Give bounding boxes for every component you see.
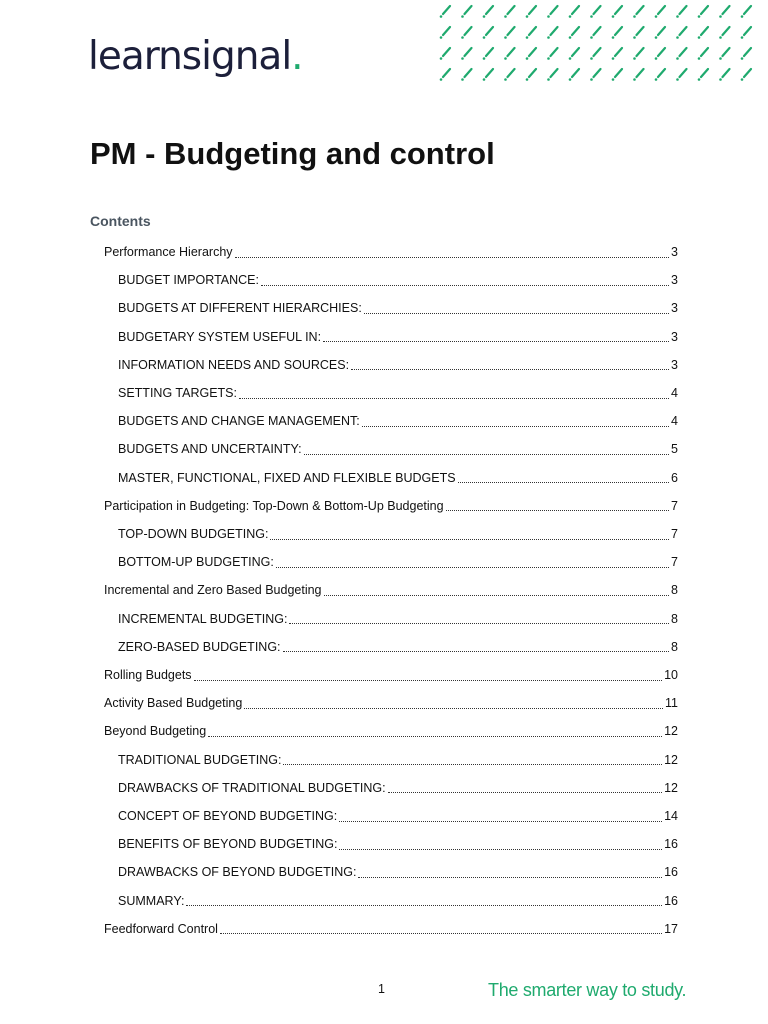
toc-entry-label: Participation in Budgeting: Top-Down & Bottom-Up Budgeting	[104, 498, 444, 513]
toc-dot-leader	[358, 877, 662, 878]
dash-mark	[590, 6, 600, 18]
toc-entry-page: 16	[664, 893, 678, 908]
toc-dot-leader	[283, 651, 670, 652]
toc-entry-label: MASTER, FUNCTIONAL, FIXED AND FLEXIBLE BUDGETS	[118, 470, 456, 485]
dash-mark	[569, 69, 579, 81]
dash-mark	[504, 69, 514, 81]
brand-logo-dot: .	[291, 34, 303, 79]
dash-mark	[655, 27, 665, 39]
toc-entry[interactable]	[118, 266, 678, 294]
dash-mark	[526, 6, 536, 18]
toc-entry-page: 3	[671, 273, 678, 288]
dash-mark	[676, 69, 686, 81]
toc-entry-label: Rolling Budgets	[104, 668, 192, 682]
toc-entry-label: BUDGETS AT DIFFERENT HIERARCHIES:	[118, 301, 362, 316]
dash-mark	[461, 69, 471, 81]
toc-entry[interactable]	[118, 802, 678, 830]
dash-mark	[461, 48, 471, 60]
toc-entry[interactable]	[118, 774, 678, 802]
toc-entry-page: 12	[664, 780, 678, 795]
dash-mark	[719, 48, 729, 60]
toc-entry[interactable]	[118, 323, 678, 351]
toc-entry-page: 7	[671, 555, 678, 570]
toc-entry[interactable]	[118, 830, 678, 858]
toc-entry-label: Performance Hierarchy	[104, 245, 233, 259]
toc-dot-leader	[339, 849, 662, 850]
toc-entry-page: 8	[671, 583, 678, 598]
dash-mark	[483, 69, 493, 81]
dash-mark	[547, 69, 557, 81]
toc-dot-leader	[458, 482, 669, 483]
toc-entry[interactable]	[118, 464, 678, 492]
dash-mark	[719, 69, 729, 81]
toc-entry-label: Activity Based Budgeting	[104, 696, 243, 711]
toc-entry-page: 7	[671, 498, 678, 513]
dash-mark	[526, 27, 536, 39]
toc-entry-label: Beyond Budgeting	[104, 724, 207, 739]
toc-entry[interactable]	[118, 520, 678, 548]
toc-entry-page: 4	[671, 414, 678, 429]
dash-mark	[504, 48, 514, 60]
toc-dot-leader	[351, 369, 669, 370]
dash-mark	[440, 27, 450, 39]
dash-mark	[504, 6, 514, 18]
toc-dot-leader	[276, 567, 669, 568]
toc-entry-label: BENEFITS OF BEYOND BUDGETING:	[118, 837, 338, 852]
toc-entry[interactable]	[104, 238, 678, 266]
dash-mark	[461, 6, 471, 18]
dash-mark	[547, 48, 557, 60]
dash-mark	[504, 27, 514, 39]
toc-dot-leader	[186, 905, 662, 906]
dash-mark	[612, 27, 622, 39]
toc-entry-page: 4	[671, 386, 678, 400]
dash-mark	[719, 27, 729, 39]
toc-entry-label: INCREMENTAL BUDGETING:	[118, 611, 288, 626]
toc-entry-label: SETTING TARGETS:	[118, 386, 237, 400]
dash-mark	[676, 48, 686, 60]
toc-entry[interactable]	[118, 351, 678, 379]
toc-entry[interactable]	[118, 379, 678, 407]
toc-dot-leader	[283, 764, 662, 765]
toc-entry-page: 3	[671, 357, 678, 372]
toc-entry-page: 14	[664, 809, 678, 823]
toc-dot-leader	[446, 510, 669, 511]
toc-dot-leader	[362, 426, 669, 427]
dash-mark	[440, 69, 450, 81]
dash-mark	[676, 27, 686, 39]
toc-entry[interactable]	[104, 576, 678, 604]
toc-entry[interactable]	[104, 915, 678, 943]
toc-entry-page: 5	[671, 442, 678, 457]
toc-entry-label: Feedforward Control	[104, 921, 218, 936]
toc-entry[interactable]	[118, 746, 678, 774]
dash-mark	[633, 27, 643, 39]
toc-dot-leader	[323, 341, 669, 342]
dash-mark	[633, 48, 643, 60]
dash-mark	[698, 6, 708, 18]
toc-dot-leader	[239, 398, 669, 399]
decorative-dash-pattern	[436, 0, 768, 84]
dash-mark	[741, 48, 751, 60]
toc-dot-leader	[270, 539, 669, 540]
dash-mark	[698, 69, 708, 81]
dash-mark	[547, 6, 557, 18]
toc-entry[interactable]	[118, 858, 678, 886]
toc-entry-label: INFORMATION NEEDS AND SOURCES:	[118, 357, 350, 372]
toc-entry-page: 12	[664, 724, 678, 739]
toc-entry-page: 6	[671, 470, 678, 485]
toc-entry-label: Incremental and Zero Based Budgeting	[104, 583, 322, 598]
toc-entry-page: 16	[664, 865, 678, 880]
dash-mark	[719, 6, 729, 18]
toc-entry-page: 7	[671, 527, 678, 541]
toc-entry-page: 16	[664, 837, 678, 852]
dash-mark	[440, 48, 450, 60]
toc-entry[interactable]	[118, 407, 678, 435]
dash-mark	[612, 69, 622, 81]
dash-mark	[569, 6, 579, 18]
dash-mark	[483, 6, 493, 18]
brand-tagline: The smarter way to study.	[488, 980, 687, 1000]
toc-entry-label: SUMMARY:	[118, 893, 185, 908]
toc-dot-leader	[208, 736, 662, 737]
toc-entry[interactable]	[118, 887, 678, 915]
toc-dot-leader	[261, 285, 669, 286]
brand-logo-text: learnsignal	[88, 34, 292, 79]
dash-mark	[526, 69, 536, 81]
toc-dot-leader	[339, 821, 662, 822]
toc-entry-page: 8	[671, 611, 678, 626]
toc-dot-leader	[289, 623, 669, 624]
dash-mark	[483, 48, 493, 60]
toc-entry[interactable]	[118, 435, 678, 463]
dash-mark	[569, 48, 579, 60]
brand-logo	[88, 34, 303, 79]
toc-dot-leader	[235, 257, 670, 258]
toc-entry-label: BUDGETS AND UNCERTAINTY:	[118, 442, 302, 457]
dash-mark	[741, 27, 751, 39]
toc-dot-leader	[324, 595, 670, 596]
dash-mark	[655, 69, 665, 81]
toc-entry[interactable]	[118, 605, 678, 633]
dash-mark	[461, 27, 471, 39]
dash-mark	[741, 6, 751, 18]
toc-entry-label: BUDGETARY SYSTEM USEFUL IN:	[118, 329, 322, 344]
toc-entry-page: 12	[664, 752, 678, 767]
dash-mark	[612, 48, 622, 60]
toc-entry[interactable]	[104, 717, 678, 745]
toc-entry-page: 10	[664, 668, 678, 682]
dash-mark	[440, 6, 450, 18]
toc-entry-label: TOP-DOWN BUDGETING:	[118, 527, 269, 541]
contents-heading: Contents	[90, 213, 151, 229]
toc-entry-label: BUDGET IMPORTANCE:	[118, 273, 259, 288]
toc-entry-label: DRAWBACKS OF BEYOND BUDGETING:	[118, 865, 357, 880]
toc-entry-page: 11	[665, 696, 678, 711]
toc-entry-page: 3	[671, 301, 678, 316]
toc-entry-label: DRAWBACKS OF TRADITIONAL BUDGETING:	[118, 780, 386, 795]
dash-mark	[698, 27, 708, 39]
toc-entry-label: BUDGETS AND CHANGE MANAGEMENT:	[118, 414, 360, 429]
toc-dot-leader	[364, 313, 669, 314]
page-number: 1	[378, 982, 385, 996]
dash-mark	[655, 6, 665, 18]
toc-entry-page: 17	[664, 921, 678, 936]
dash-mark	[590, 69, 600, 81]
toc-entry-page: 3	[671, 329, 678, 344]
dash-mark	[483, 27, 493, 39]
dash-mark	[698, 48, 708, 60]
toc-dot-leader	[304, 454, 669, 455]
toc-dot-leader	[194, 680, 663, 681]
dash-mark	[633, 6, 643, 18]
toc-entry[interactable]	[104, 661, 678, 689]
dash-mark	[655, 48, 665, 60]
toc-entry-label: BOTTOM-UP BUDGETING:	[118, 555, 274, 570]
toc-entry[interactable]	[118, 548, 678, 576]
dash-mark	[676, 6, 686, 18]
toc-entry-page: 8	[671, 639, 678, 654]
dash-mark	[569, 27, 579, 39]
dash-mark	[547, 27, 557, 39]
dash-mark	[526, 48, 536, 60]
toc-entry[interactable]	[118, 633, 678, 661]
toc-entry-label: CONCEPT OF BEYOND BUDGETING:	[118, 809, 338, 823]
document-title: PM - Budgeting and control	[90, 136, 495, 171]
dash-mark	[590, 48, 600, 60]
toc-dot-leader	[220, 933, 662, 934]
toc-dot-leader	[244, 708, 663, 709]
dash-mark	[741, 69, 751, 81]
toc-entry[interactable]	[104, 689, 678, 717]
toc-entry-page: 3	[671, 245, 678, 259]
toc-entry-label: TRADITIONAL BUDGETING:	[118, 752, 282, 767]
dash-mark	[612, 6, 622, 18]
toc-entry-label: ZERO-BASED BUDGETING:	[118, 639, 281, 654]
toc-entry[interactable]	[104, 492, 678, 520]
toc-entry[interactable]	[118, 294, 678, 322]
dash-mark	[633, 69, 643, 81]
toc-dot-leader	[388, 792, 662, 793]
dash-mark	[590, 27, 600, 39]
